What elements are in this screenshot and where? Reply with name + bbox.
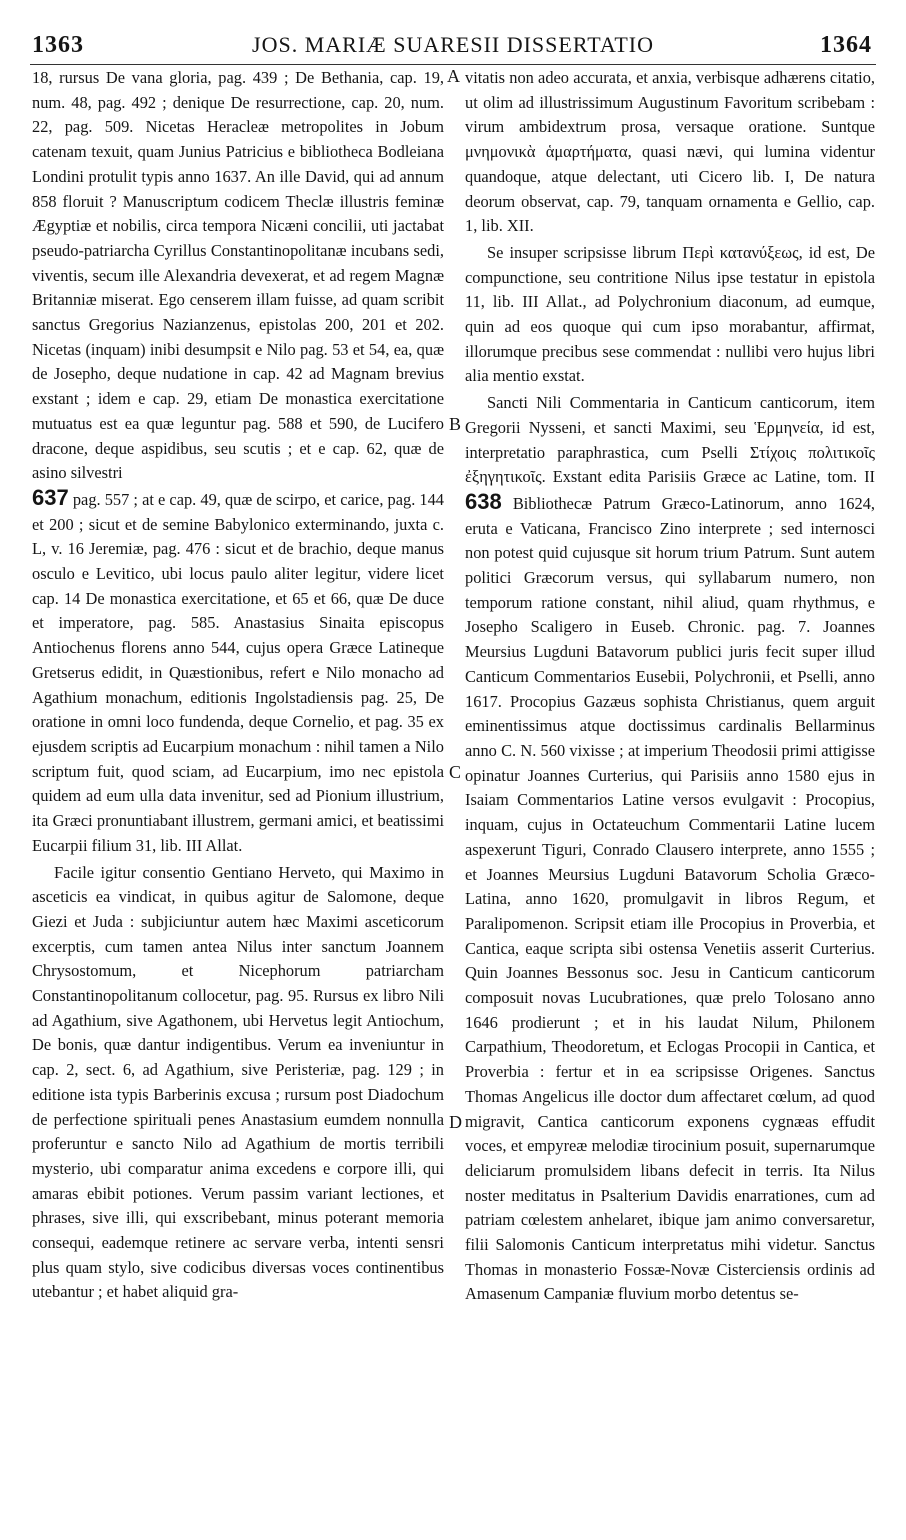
- running-header: [30, 32, 876, 62]
- inline-column-number: 637: [32, 484, 69, 510]
- running-title: JOS. MARIÆ SUARESII DISSERTATIO: [252, 32, 654, 57]
- section-mark-d: D: [449, 1112, 462, 1132]
- left-text-column: [32, 66, 444, 1305]
- paragraph: vitatis non adeo accurata, et anxia, verbisque adhærens citatio, ut olim ad illustrissimum Augustinum Favoritum scribebam : virum ambidextrum prosa, versaque oratione. Suntque μνημονικὰ ἁμαρτήματα, quasi nævi, qui lumina videntur quandoque, atque delectant, uti Cicero lib. I, De natura deorum observat, cap. 79, tanquam ornamenta e Gellio, cap. 1, lib. XII.: [465, 68, 875, 236]
- right-column-number: 1364: [820, 32, 872, 58]
- paragraph: Facile igitur consentio Gentiano Herveto, qui Maximo in asceticis ea vindicat, in quibus agitur de Salomone, deque Giezi et Juda : subjiciuntur autem hæc Maximi asceticorum excerptis, cum tamen antea Nilus inter sanctum Joannem Chrysostomum, et Nicephorum patriarcham Constantinopolitanum collocetur, pag. 95. Rursus ex libro Nili ad Agathium, sive Agathonem, ubi Hervetus legit Antiochum, De bonis, quæ dantur indigentibus. Verum ea inveniuntur in cap. 2, sect. 6, ad Agathium, sive Peristeriæ, pag. 129 ; in editione ista typis Barberinis excusa ; rursum post Diadochum de perfectione spirituali penes Anastasium eumdem nonnulla proferuntur e sancto Nilo ad Agathium de mortis terribili mysterio, ubi comparatur anima excedens e corpore illi, qui amaras ebibit potiones. Verum passim variant lectiones, et phrases, sive illi, qui exscribebant, minus poterant memoria consequi, eademque retinere ac servare verba, intenti sensri plus quam stylo, sive codicibus diversas voces continentibus utebantur ; et habet aliquid gra-: [32, 862, 444, 1302]
- paragraph: [465, 391, 875, 1307]
- inline-column-number: 638: [465, 488, 502, 514]
- left-column-number: 1363: [32, 32, 84, 58]
- paragraph: 18, rursus De vana gloria, pag. 439 ; De Bethania, cap. 19, num. 48, pag. 492 ; denique De resurrectione, cap. 20, num. 22, pag. 509. Nicetas Heracleæ metropolites in Jobum catenam texuit, quam Junius Patricius e bibliotheca Bodleiana Londini protulit typis anno 1637. An ille David, qui ad annum 858 floruit ? Manuscriptum codicem Theclæ illustris feminæ Ægyptiæ et nobilis, circa tempora Nicæni concilii, uti jactabat pseudo-patriarcha Cyrillus Constantinopolitanæ incubans sedi, viventis, secum ille Alexandria devexerat, et ad regem Magnæ Britanniæ miserat. Ego censerem illam fuisse, ad quam scribit sanctus Gregorius Nazianzenus, epistolas 200, 201 et 202. Nicetas (inquam) inibi desumpsit e Nilo pag. 53 et 54, ea, quæ de Josepho, deque nudatione in cap. 42 ad Magnam brevius exstant ; idem e cap. 29, etiam De monastica exercitatione mutuatus est ea quæ leguntur pag. 588 et 590, de Lucifero dracone, deque aspidibus, seu scutis ; et e cap. 62, quæ de asino silvestri: [32, 68, 444, 483]
- section-mark-b: B: [449, 414, 462, 434]
- paragraph-text: Bibliothecæ Patrum Græco-Latinorum, anno 1624, eruta e Vaticana, Francisco Zino interprete ; sed internosci non potest quid cujusque sit horum trium Patrum. Sunt autem politici Græcorum versus, qui syllabarum numero, non temporum ratione constant, nihil aliud, quam rhythmus, e Josepho Scaligero in Euseb. Chronic. pag. 7. Joannes Meursius Lugduni Batavorum publici juris fecit super illud Canticum Commentarios Eusebii, Polychronii, et Pselli, anno 1617. Procopius Gazæus sophista Christianus, quem arguit eminentissimus atque doctissimus cardinalis Bellarminus anno C. N. 560 vixisse ; at imperium Theodosii primi attigisse opinatur Joannes Curterius, qui Parisiis anno 1580 ejus in Isaiam Commentarios Latine versos evulgavit : Procopius, inquam, cujus in Octateuchum Commentarii Latine lucem aspexerunt Tiguri, Conrado Clausero interprete, anno 1555 ; et Joannes Meursius Lugduni Batavorum Scholia Græco-Latina, anno 1620, promulgavit in libros Regum, et Paralipomenon. Scripsit etiam ille Procopius in Proverbia, et Cantica, eaque scripta sibi ostensa Venetiis asserit Curterius. Quin Joannes Bessonus soc. Jesu in Canticum canticorum composuit novas Lucubrationes, quæ prelo Tolosano anno 1646 prodierunt ; et in his laudat Nilum, Philonem Carpathium, Theodoretum, et Eclogas Procopii in Cantica, et Proverbia : fertur et in ea scripsisse Origenes. Sanctus Thomas Angelicus ille doctor dum affectaret cœlum, ad quod migravit, Cantica canticorum exponens cygnæas effudit voces, et empyreæ melodiæ tirocinium posuit, supernarumque deliciarum promulsidem libans defecit in terris. Ita Nilus noster meditatus in Psalterium Davidis enarrationes, cum ad patriam cœlestem anhelaret, ibique jam animo conversaretur, filii Salomonis Canticum interpretatus mihi videtur. Sanctus Thomas in monasterio Fossæ-Novæ Cisterciensis ordinis ad Amasenum Campaniæ fluvium morbo detentus se-: [465, 493, 875, 1304]
- paragraph-continuation: [32, 486, 444, 859]
- paragraph-text: pag. 557 ; at e cap. 49, quæ de scirpo, et carice, pag. 144 et 200 ; sicut et de semine Babylonico exterminando, juxta c. L, v. 16 Jeremiæ, pag. 476 : sicut et de brachio, deque manus osculo e Levitico, ubi locus paulo aliter legitur, videre licet cap. 14 De monastica exercitatione, et 65 et 66, quæ De duce et imperatore, pag. 585. Anastasius Sinaita episcopus Antiochenus florens anno 544, cujus opera Græce Latineque Gretserus edidit, in Quæstionibus, refert e Nilo monacho ad Agathium monachum, editionis Ingolstadiensis pag. 25, De oratione in omni loco fundenda, deque Cornelio, et pag. 35 ex ejusdem scriptis ad Eucarpium monachum : nihil tamen a Nilo scriptum fuit, quod sciam, ad Eucarpium, imo nec epistola quidem ad eum ulla data invenitur, sed ad Pionium illustrium, ita Græci pronuntiabant illustrem, germani amici, et beatissimi Eucarpii filium 31, lib. III Allat.: [32, 489, 444, 855]
- header-rule: [30, 64, 876, 65]
- right-text-column: [465, 66, 875, 1307]
- paragraph-text: Sancti Nili Commentaria in Canticum canticorum, item Gregorii Nysseni, et sancti Maximi, seu Ἑρμηνεία, id est, interpretatio paraphrastica, cum Pselli Στίχοις πολιτικοῖς ἐξηγητικοῖς. Exstant edita Parisiis Græce ac Latine, tom. II: [465, 393, 875, 487]
- section-mark-a: A: [447, 66, 460, 86]
- section-mark-c: C: [449, 762, 462, 782]
- paragraph: Se insuper scripsisse librum Περὶ κατανύξεως, id est, De compunctione, seu contritione Nilus ipse testatur in epistola 11, lib. III Allat., ad Polychronium diaconum, ad eumque, quin ad eos quoque qui cum ipso morabantur, affirmat, illorumque precibus sese commendat : nullibi vero hujus libri alia mentio exstat.: [465, 242, 875, 386]
